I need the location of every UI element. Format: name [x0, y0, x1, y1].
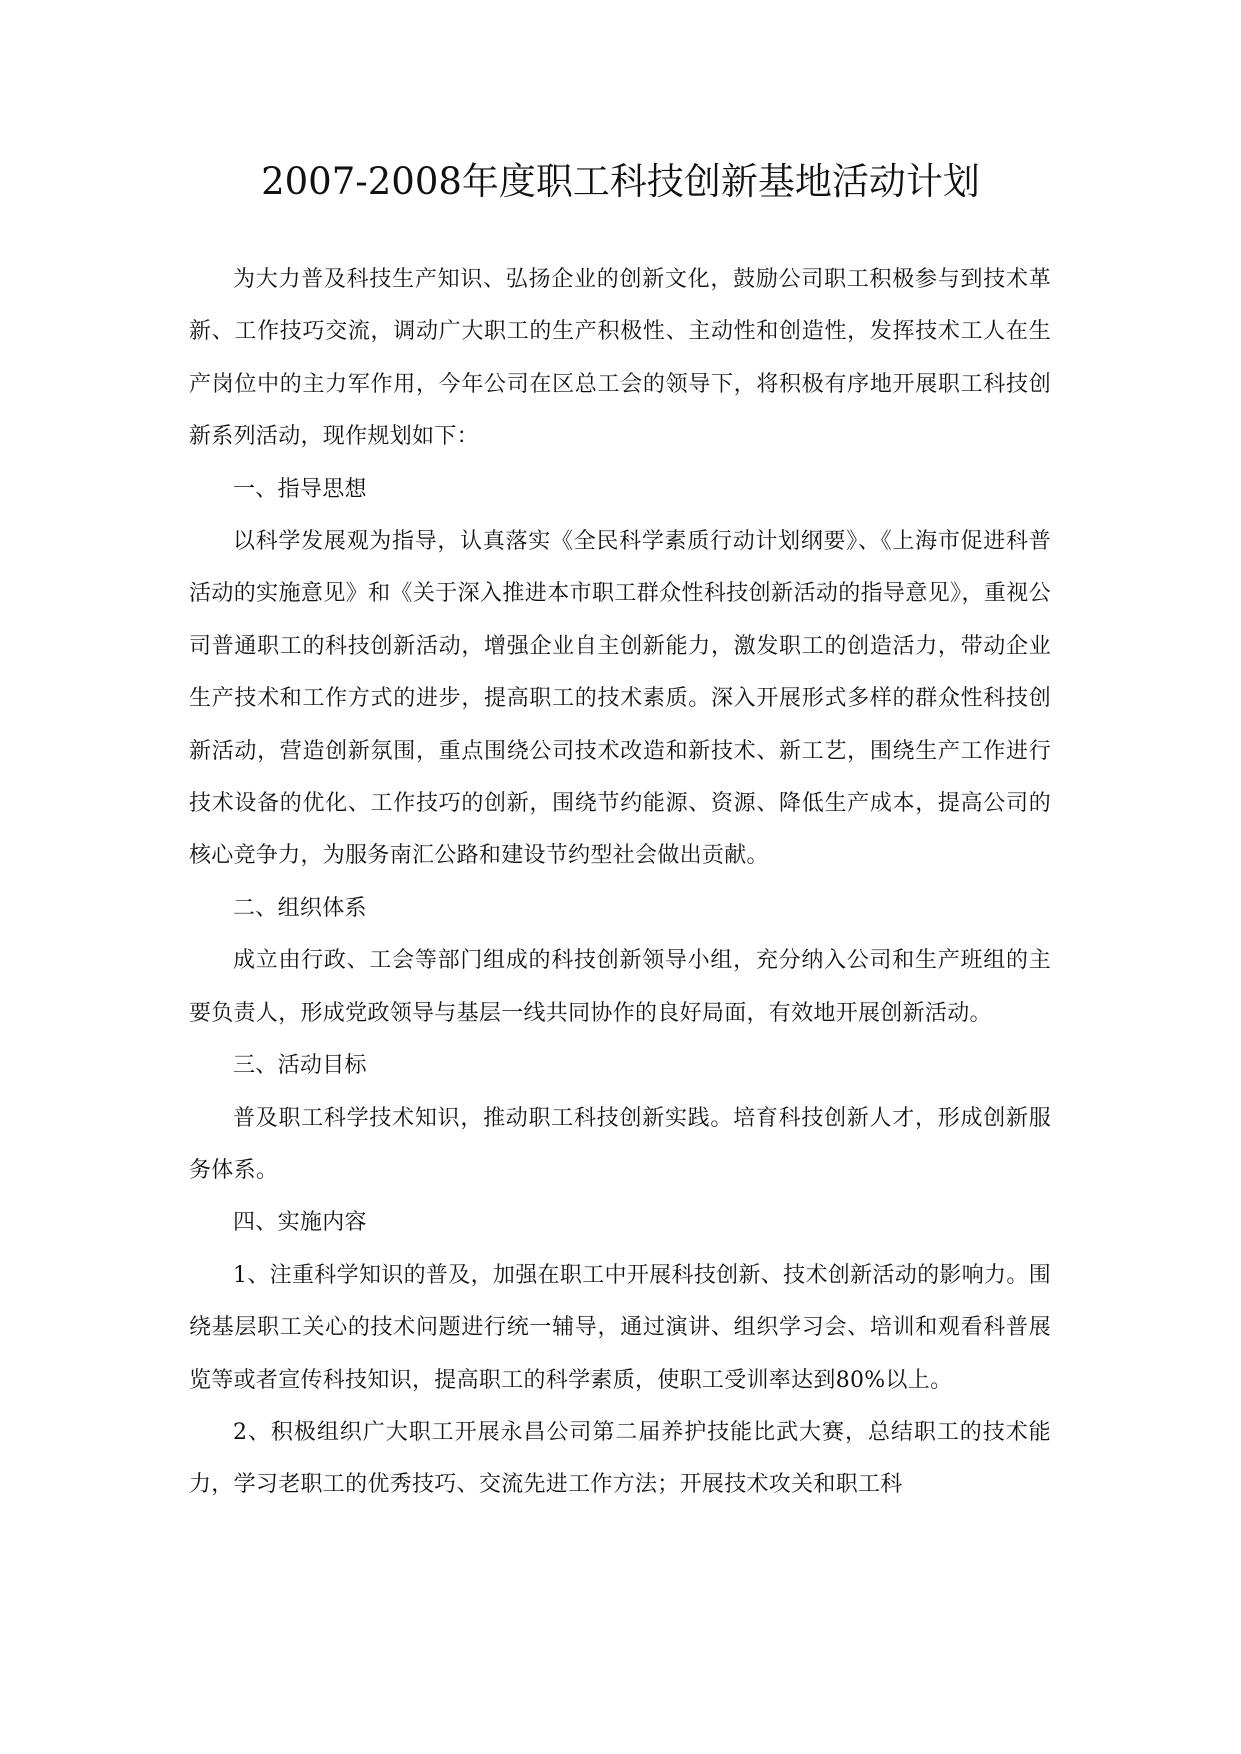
section-heading-guiding-ideology: 一、指导思想: [233, 476, 367, 502]
document-body: [189, 254, 1051, 1512]
section-paragraph: 成立由行政、工会等部门组成的科技创新领导小组，充分纳入公司和生产班组的主要负责人，形成党政领导与基层一线共同协作的良好局面，有效地开展创新活动。: [189, 948, 1051, 1026]
section-heading-activity-goals: 三、活动目标: [233, 1053, 367, 1079]
section-paragraph: 2、积极组织广大职工开展永昌公司第二届养护技能比武大赛，总结职工的技术能力，学习老职工的优秀技巧、交流先进工作方法；开展技术攻关和职工科: [189, 1419, 1051, 1498]
section-paragraph: 1、注重科学知识的普及，加强在职工中开展科技创新、技术创新活动的影响力。围绕基层职工关心的技术问题进行统一辅导，通过演讲、组织学习会、培训和观看科普展览等或者宣传科技知识，提高职工的科学素质，使职工受训率达到80%以上。: [189, 1262, 1051, 1393]
section-heading-implementation: 四、实施内容: [233, 1210, 367, 1236]
section-paragraph: 以科学发展观为指导，认真落实《全民科学素质行动计划纲要》、《上海市促进科普活动的实施意见》和《关于深入推进本市职工群众性科技创新活动的指导意见》，重视公司普通职工的科技创新活动，增强企业自主创新能力，激发职工的创造活力，带动企业生产技术和工作方式的进步，提高职工的技术素质。深入开展形式多样的群众性科技创新活动，营造创新氛围，重点围绕公司技术改造和新技术、新工艺，围绕生产工作进行技术设备的优化、工作技巧的创新，围绕节约能源、资源、降低生产成本，提高公司的核心竞争力，为服务南汇公路和建设节约型社会做出贡献。: [189, 529, 1051, 869]
section-heading-organization: 二、组织体系: [233, 895, 367, 921]
document-title: 2007-2008年度职工科技创新基地活动计划: [261, 160, 980, 203]
intro-paragraph: 为大力普及科技生产知识、弘扬企业的创新文化，鼓励公司职工积极参与到技术革新、工作技巧交流，调动广大职工的生产积极性、主动性和创造性，发挥技术工人在生产岗位中的主力军作用，今年公司在区总工会的领导下，将积极有序地开展职工科技创新系列活动，现作规划如下：: [189, 267, 1051, 450]
section-paragraph: 普及职工科学技术知识，推动职工科技创新实践。培育科技创新人才，形成创新服务体系。: [189, 1105, 1051, 1183]
